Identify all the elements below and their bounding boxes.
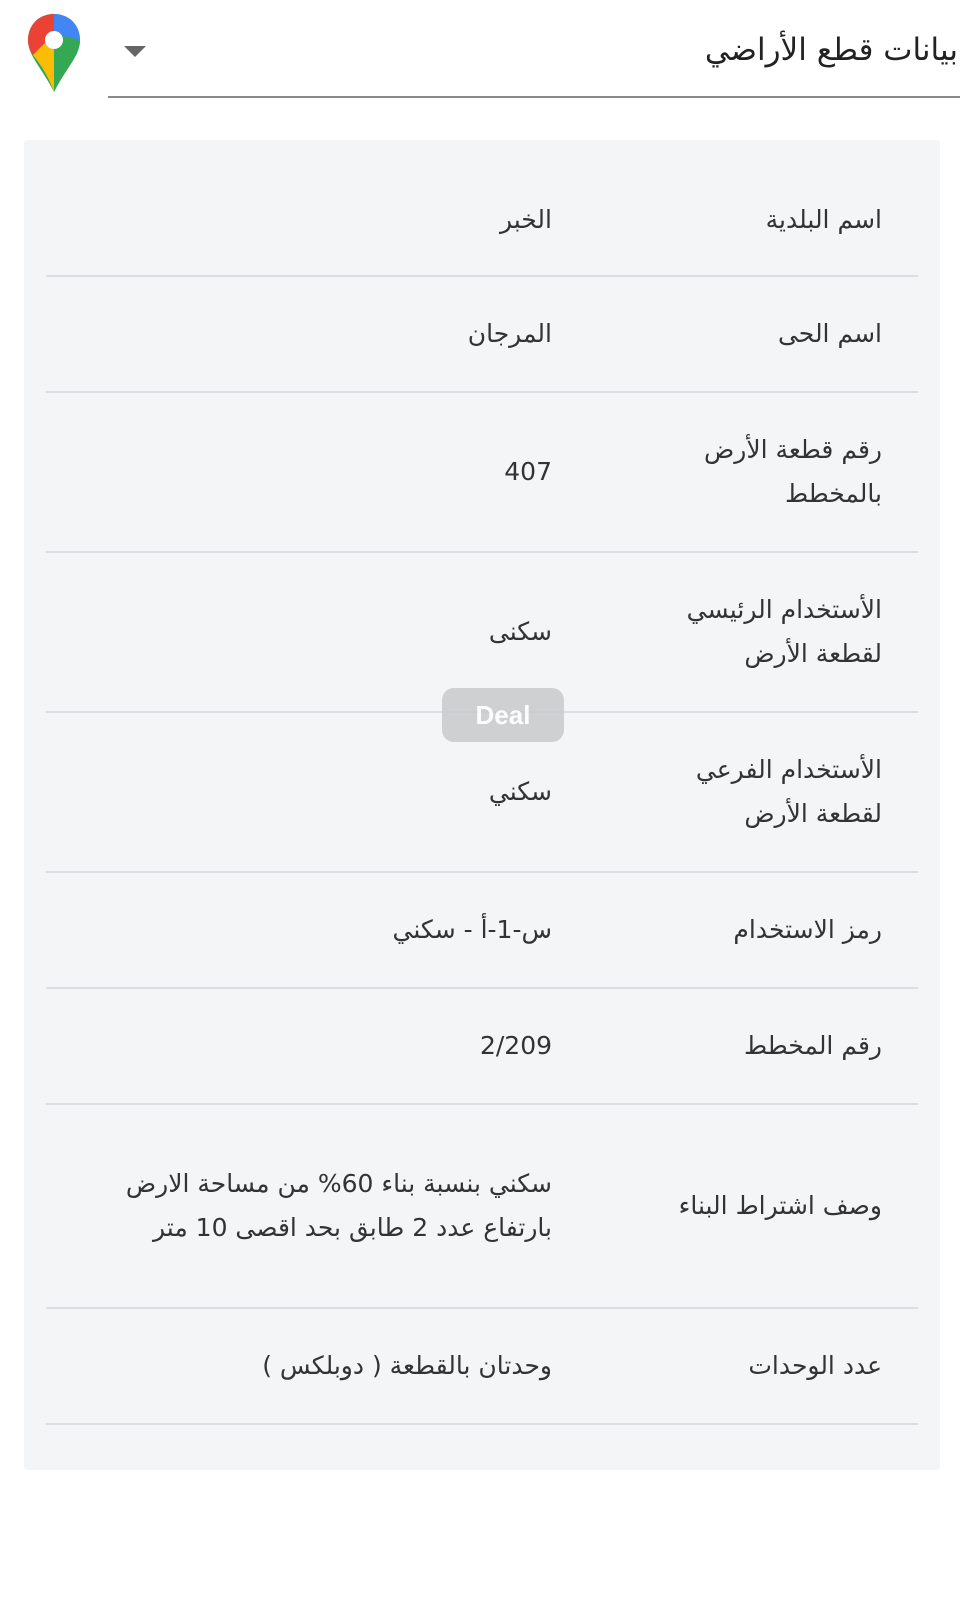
google-maps-pin-icon[interactable] [24,12,84,94]
detail-label: رمز الاستخدام [733,915,882,944]
caret-down-icon[interactable] [124,46,146,57]
layer-selector-dropdown[interactable] [108,20,960,98]
detail-value: س-1-أ - سكني [392,915,552,944]
details-list [46,165,918,1425]
detail-row-municipality [46,165,918,277]
detail-row-units-count [46,1309,918,1425]
watermark-logo: Deal [442,688,564,742]
detail-value: وحدتان بالقطعة ( دوبلكس ) [262,1351,552,1380]
detail-label: اسم الحى [777,319,882,348]
detail-row-plan-number [46,989,918,1105]
detail-value: سكني [488,777,552,806]
detail-row-district [46,277,918,393]
detail-label: رقم قطعة الأرض بالمخطط [704,435,882,508]
detail-label: اسم البلدية [765,205,882,234]
detail-row-building-requirements [46,1105,918,1309]
detail-label: رقم المخطط [743,1031,882,1060]
top-bar [0,0,960,110]
detail-value: المرجان [467,319,552,348]
detail-label: عدد الوحدات [748,1351,882,1380]
detail-label: وصف اشتراط البناء [678,1191,882,1220]
detail-value: سكني بنسبة بناء 60% من مساحة الارض بارتفاع عدد 2 طابق بحد اقصى 10 متر [125,1169,552,1242]
detail-row-plot-number [46,393,918,553]
detail-value: الخبر [499,205,552,234]
parcel-details-card [24,140,940,1470]
detail-label: الأستخدام الرئيسي لقطعة الأرض [686,595,882,668]
detail-row-use-code [46,873,918,989]
detail-value: سكنى [488,617,552,646]
detail-value: 407 [504,457,552,486]
detail-label: الأستخدام الفرعي لقطعة الأرض [695,755,882,828]
detail-value: 2/209 [479,1031,552,1060]
layer-selector-label: بيانات قطع الأراضي [704,32,958,68]
